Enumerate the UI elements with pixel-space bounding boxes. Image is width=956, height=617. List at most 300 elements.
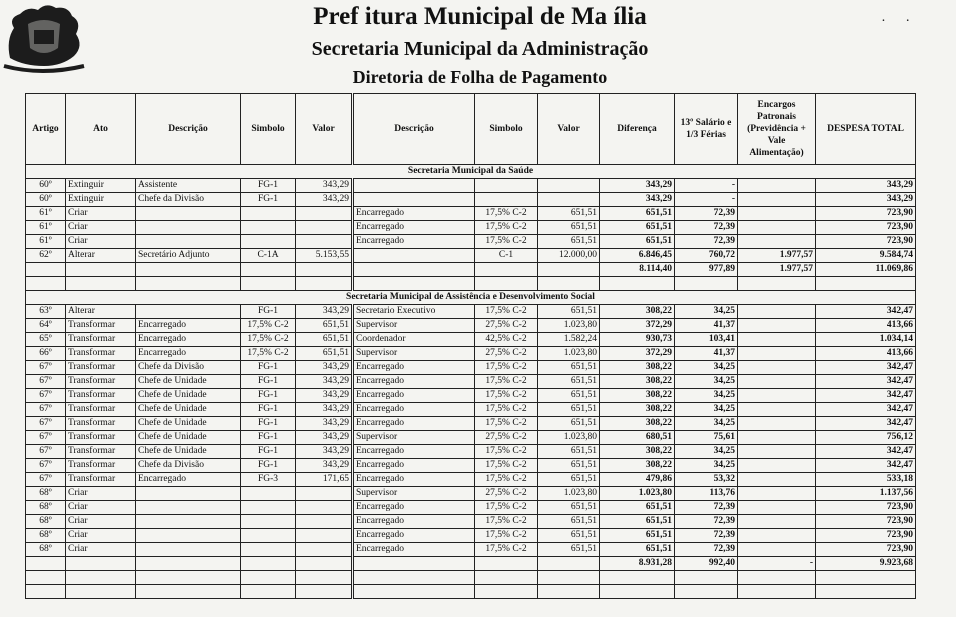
cell-valor-old: 343,29 — [296, 445, 353, 459]
cell-simbolo-new: C-1 — [475, 249, 538, 263]
cell-valor-old: 5.153,55 — [296, 249, 353, 263]
department-title: Diretoria de Folha de Pagamento — [352, 67, 608, 87]
cell-ato: Extinguir — [66, 193, 136, 207]
cell-valor-old: 343,29 — [296, 193, 353, 207]
cell-13-salario: 72,39 — [675, 221, 738, 235]
cell-simbolo-old — [241, 235, 296, 249]
cell-descricao-new: Secretario Executivo — [353, 305, 475, 319]
cell-valor-old: 343,29 — [296, 403, 353, 417]
cell-despesa-total: 1.137,56 — [816, 487, 916, 501]
table-row — [26, 375, 916, 389]
table-row — [26, 389, 916, 403]
empty-cell — [66, 277, 136, 291]
empty-cell — [738, 585, 816, 599]
cell-artigo: 68º — [26, 529, 66, 543]
cell-diferenca: 930,73 — [600, 333, 675, 347]
cell-13-salario: 53,32 — [675, 473, 738, 487]
cell-artigo: 67º — [26, 459, 66, 473]
cell-valor-new — [538, 193, 600, 207]
cell-encargos — [738, 459, 816, 473]
cell-encargos — [738, 403, 816, 417]
cell-simbolo-old: 17,5% C-2 — [241, 333, 296, 347]
table-row — [26, 487, 916, 501]
cell-simbolo-old: FG-3 — [241, 473, 296, 487]
cell-valor-new: 651,51 — [538, 529, 600, 543]
cell-simbolo-new: 17,5% C-2 — [475, 417, 538, 431]
cell-valor-new: 1.023,80 — [538, 431, 600, 445]
empty-cell — [675, 585, 738, 599]
empty-cell — [136, 585, 241, 599]
cell-simbolo-new: 17,5% C-2 — [475, 235, 538, 249]
cell-descricao-old: Chefe de Unidade — [136, 403, 241, 417]
total-empty-cell — [241, 557, 296, 571]
cell-ato: Transformar — [66, 445, 136, 459]
cell-encargos — [738, 515, 816, 529]
cell-simbolo-old: FG-1 — [241, 403, 296, 417]
cell-valor-old: 343,29 — [296, 431, 353, 445]
cell-valor-old: 343,29 — [296, 389, 353, 403]
cell-diferenca: 308,22 — [600, 417, 675, 431]
cell-artigo: 68º — [26, 515, 66, 529]
cell-valor-new: 651,51 — [538, 501, 600, 515]
table-row — [26, 319, 916, 333]
empty-cell — [241, 585, 296, 599]
cell-despesa-total: 342,47 — [816, 403, 916, 417]
cell-descricao-new: Encarregado — [353, 389, 475, 403]
cell-descricao-new: Encarregado — [353, 543, 475, 557]
empty-cell — [816, 571, 916, 585]
empty-cell — [816, 585, 916, 599]
cell-simbolo-old — [241, 221, 296, 235]
cell-descricao-old: Chefe de Unidade — [136, 389, 241, 403]
cell-ato: Criar — [66, 235, 136, 249]
cell-13-salario: 113,76 — [675, 487, 738, 501]
cell-13-salario: 72,39 — [675, 235, 738, 249]
scan-marks-decoration: · · — [881, 14, 918, 29]
cell-descricao-new: Supervisor — [353, 319, 475, 333]
cell-artigo: 67º — [26, 445, 66, 459]
cell-simbolo-old — [241, 501, 296, 515]
cell-simbolo-new: 17,5% C-2 — [475, 501, 538, 515]
cell-descricao-old — [136, 501, 241, 515]
cell-simbolo-old: FG-1 — [241, 375, 296, 389]
cell-simbolo-old: FG-1 — [241, 431, 296, 445]
cell-descricao-new: Encarregado — [353, 235, 475, 249]
cell-encargos — [738, 207, 816, 221]
cell-simbolo-new: 17,5% C-2 — [475, 207, 538, 221]
payroll-table — [25, 93, 916, 599]
cell-artigo: 67º — [26, 375, 66, 389]
empty-cell — [353, 585, 475, 599]
municipal-crest-logo — [2, 0, 86, 74]
cell-descricao-old: Encarregado — [136, 473, 241, 487]
cell-encargos — [738, 361, 816, 375]
cell-simbolo-old — [241, 487, 296, 501]
cell-diferenca: 308,22 — [600, 445, 675, 459]
cell-valor-old: 171,65 — [296, 473, 353, 487]
cell-descricao-new: Encarregado — [353, 501, 475, 515]
cell-descricao-new: Encarregado — [353, 403, 475, 417]
total-diferenca: 8.931,28 — [600, 557, 675, 571]
cell-valor-new: 12.000,00 — [538, 249, 600, 263]
cell-valor-new: 651,51 — [538, 473, 600, 487]
cell-simbolo-old: FG-1 — [241, 179, 296, 193]
empty-cell — [475, 571, 538, 585]
table-row — [26, 193, 916, 207]
cell-valor-new: 651,51 — [538, 417, 600, 431]
cell-valor-new: 651,51 — [538, 445, 600, 459]
total-13-salario: 977,89 — [675, 263, 738, 277]
cell-diferenca: 372,29 — [600, 347, 675, 361]
cell-encargos — [738, 221, 816, 235]
cell-encargos — [738, 305, 816, 319]
cell-valor-old — [296, 221, 353, 235]
col-simbolo-old: Simbolo — [241, 94, 296, 165]
cell-encargos — [738, 333, 816, 347]
cell-descricao-old — [136, 543, 241, 557]
cell-13-salario: 41,37 — [675, 347, 738, 361]
cell-13-salario: 103,41 — [675, 333, 738, 347]
table-row — [26, 445, 916, 459]
cell-ato: Criar — [66, 501, 136, 515]
total-empty-cell — [475, 557, 538, 571]
cell-ato: Transformar — [66, 375, 136, 389]
section-title-row — [26, 165, 916, 179]
cell-diferenca: 651,51 — [600, 501, 675, 515]
cell-diferenca: 308,22 — [600, 403, 675, 417]
cell-encargos — [738, 487, 816, 501]
cell-despesa-total: 1.034,14 — [816, 333, 916, 347]
cell-ato: Transformar — [66, 473, 136, 487]
cell-descricao-new: Encarregado — [353, 459, 475, 473]
cell-13-salario: 72,39 — [675, 543, 738, 557]
cell-valor-old — [296, 515, 353, 529]
cell-valor-new: 651,51 — [538, 459, 600, 473]
total-row — [26, 263, 916, 277]
cell-diferenca: 308,22 — [600, 459, 675, 473]
table-row — [26, 347, 916, 361]
cell-artigo: 60º — [26, 193, 66, 207]
empty-cell — [675, 571, 738, 585]
total-empty-cell — [475, 263, 538, 277]
cell-diferenca: 1.023,80 — [600, 487, 675, 501]
total-empty-cell — [538, 263, 600, 277]
cell-simbolo-old: 17,5% C-2 — [241, 347, 296, 361]
col-encargos: Encargos Patronais (Previdência + Vale Alimentação) — [738, 94, 816, 165]
cell-despesa-total: 723,90 — [816, 543, 916, 557]
cell-diferenca: 308,22 — [600, 361, 675, 375]
cell-artigo: 68º — [26, 543, 66, 557]
cell-despesa-total: 413,66 — [816, 319, 916, 333]
cell-13-salario: 75,61 — [675, 431, 738, 445]
total-empty-cell — [26, 557, 66, 571]
cell-valor-old: 651,51 — [296, 347, 353, 361]
cell-13-salario: 34,25 — [675, 417, 738, 431]
empty-cell — [26, 277, 66, 291]
cell-descricao-old: Encarregado — [136, 333, 241, 347]
cell-diferenca: 308,22 — [600, 389, 675, 403]
cell-simbolo-old — [241, 543, 296, 557]
cell-descricao-new: Supervisor — [353, 431, 475, 445]
cell-simbolo-old: FG-1 — [241, 459, 296, 473]
empty-cell — [26, 585, 66, 599]
cell-despesa-total: 413,66 — [816, 347, 916, 361]
page-title: Pref itura Municipal de Ma ília — [313, 3, 647, 30]
table-row — [26, 361, 916, 375]
empty-cell — [600, 585, 675, 599]
cell-simbolo-old — [241, 515, 296, 529]
total-despesa-total: 9.923,68 — [816, 557, 916, 571]
cell-simbolo-new: 17,5% C-2 — [475, 403, 538, 417]
cell-valor-old — [296, 235, 353, 249]
cell-ato: Transformar — [66, 319, 136, 333]
empty-cell — [296, 571, 353, 585]
total-empty-cell — [66, 557, 136, 571]
cell-descricao-new: Supervisor — [353, 347, 475, 361]
cell-valor-new: 651,51 — [538, 515, 600, 529]
total-empty-cell — [296, 263, 353, 277]
cell-13-salario: 34,25 — [675, 459, 738, 473]
cell-descricao-old: Chefe de Unidade — [136, 445, 241, 459]
cell-ato: Transformar — [66, 417, 136, 431]
empty-cell — [353, 571, 475, 585]
cell-valor-new: 1.023,80 — [538, 319, 600, 333]
empty-cell — [538, 277, 600, 291]
cell-encargos — [738, 473, 816, 487]
cell-ato: Transformar — [66, 333, 136, 347]
cell-valor-new: 1.582,24 — [538, 333, 600, 347]
cell-descricao-new: Encarregado — [353, 361, 475, 375]
section-title: Secretaria Municipal da Saúde — [26, 165, 916, 179]
cell-simbolo-new: 17,5% C-2 — [475, 221, 538, 235]
cell-descricao-old — [136, 207, 241, 221]
cell-artigo: 66º — [26, 347, 66, 361]
empty-cell — [738, 571, 816, 585]
cell-valor-new: 651,51 — [538, 361, 600, 375]
cell-descricao-new: Encarregado — [353, 207, 475, 221]
cell-descricao-old — [136, 515, 241, 529]
cell-valor-old — [296, 529, 353, 543]
table-row — [26, 305, 916, 319]
cell-diferenca: 651,51 — [600, 529, 675, 543]
cell-13-salario: 72,39 — [675, 501, 738, 515]
cell-despesa-total: 723,90 — [816, 235, 916, 249]
total-encargos: - — [738, 557, 816, 571]
cell-encargos — [738, 319, 816, 333]
cell-encargos — [738, 417, 816, 431]
cell-valor-new: 1.023,80 — [538, 487, 600, 501]
cell-simbolo-new: 17,5% C-2 — [475, 445, 538, 459]
cell-encargos — [738, 375, 816, 389]
cell-encargos — [738, 347, 816, 361]
total-empty-cell — [241, 263, 296, 277]
cell-despesa-total: 342,47 — [816, 375, 916, 389]
empty-cell — [353, 277, 475, 291]
cell-descricao-new: Encarregado — [353, 473, 475, 487]
cell-13-salario: 34,25 — [675, 389, 738, 403]
cell-valor-new: 651,51 — [538, 375, 600, 389]
cell-encargos — [738, 431, 816, 445]
table-row — [26, 179, 916, 193]
cell-valor-new: 651,51 — [538, 221, 600, 235]
cell-simbolo-new: 27,5% C-2 — [475, 347, 538, 361]
empty-cell — [66, 585, 136, 599]
cell-ato: Transformar — [66, 459, 136, 473]
cell-diferenca: 651,51 — [600, 235, 675, 249]
cell-encargos — [738, 193, 816, 207]
cell-ato: Alterar — [66, 305, 136, 319]
cell-despesa-total: 342,47 — [816, 361, 916, 375]
cell-descricao-old — [136, 221, 241, 235]
table-row — [26, 221, 916, 235]
cell-descricao-old: Assistente — [136, 179, 241, 193]
table-row — [26, 235, 916, 249]
empty-cell — [600, 571, 675, 585]
cell-diferenca: 651,51 — [600, 207, 675, 221]
total-empty-cell — [66, 263, 136, 277]
cell-valor-new: 651,51 — [538, 207, 600, 221]
total-empty-cell — [136, 557, 241, 571]
cell-despesa-total: 342,47 — [816, 445, 916, 459]
cell-13-salario: 34,25 — [675, 305, 738, 319]
cell-diferenca: 308,22 — [600, 305, 675, 319]
cell-encargos — [738, 235, 816, 249]
cell-simbolo-old: FG-1 — [241, 389, 296, 403]
cell-despesa-total: 9.584,74 — [816, 249, 916, 263]
cell-diferenca: 6.846,45 — [600, 249, 675, 263]
cell-encargos — [738, 543, 816, 557]
cell-valor-new: 651,51 — [538, 389, 600, 403]
cell-artigo: 60º — [26, 179, 66, 193]
cell-ato: Criar — [66, 515, 136, 529]
cell-ato: Extinguir — [66, 179, 136, 193]
cell-encargos — [738, 389, 816, 403]
cell-descricao-new — [353, 249, 475, 263]
cell-simbolo-old: FG-1 — [241, 361, 296, 375]
col-artigo: Artigo — [26, 94, 66, 165]
empty-cell — [675, 277, 738, 291]
section-title-row — [26, 291, 916, 305]
empty-cell — [136, 277, 241, 291]
col-simbolo-new: Simbolo — [475, 94, 538, 165]
cell-artigo: 61º — [26, 235, 66, 249]
table-row — [26, 473, 916, 487]
cell-artigo: 67º — [26, 473, 66, 487]
cell-diferenca: 651,51 — [600, 221, 675, 235]
cell-valor-new — [538, 179, 600, 193]
table-row — [26, 431, 916, 445]
cell-13-salario: - — [675, 193, 738, 207]
cell-descricao-new: Supervisor — [353, 487, 475, 501]
cell-valor-new: 651,51 — [538, 543, 600, 557]
cell-simbolo-old — [241, 529, 296, 543]
cell-despesa-total: 756,12 — [816, 431, 916, 445]
cell-valor-new: 651,51 — [538, 305, 600, 319]
cell-despesa-total: 343,29 — [816, 179, 916, 193]
cell-valor-old — [296, 487, 353, 501]
cell-descricao-old: Encarregado — [136, 319, 241, 333]
cell-ato: Transformar — [66, 389, 136, 403]
col-valor-old: Valor — [296, 94, 353, 165]
cell-despesa-total: 342,47 — [816, 459, 916, 473]
page-subtitle: Secretaria Municipal da Administração — [311, 38, 649, 60]
cell-artigo: 68º — [26, 487, 66, 501]
cell-valor-old: 651,51 — [296, 319, 353, 333]
cell-valor-old: 651,51 — [296, 333, 353, 347]
empty-cell — [738, 277, 816, 291]
cell-ato: Criar — [66, 543, 136, 557]
empty-cell — [296, 277, 353, 291]
table-row — [26, 543, 916, 557]
cell-descricao-old: Chefe da Divisão — [136, 193, 241, 207]
cell-simbolo-old: FG-1 — [241, 305, 296, 319]
cell-descricao-old: Chefe de Unidade — [136, 431, 241, 445]
cell-descricao-old: Encarregado — [136, 347, 241, 361]
empty-cell — [241, 277, 296, 291]
cell-artigo: 61º — [26, 207, 66, 221]
empty-cell — [26, 571, 66, 585]
cell-simbolo-old: 17,5% C-2 — [241, 319, 296, 333]
cell-simbolo-new: 27,5% C-2 — [475, 431, 538, 445]
section-title: Secretaria Municipal de Assistência e Desenvolvimento Social — [26, 291, 916, 305]
cell-diferenca: 651,51 — [600, 543, 675, 557]
cell-simbolo-new: 17,5% C-2 — [475, 529, 538, 543]
total-empty-cell — [136, 263, 241, 277]
table-row — [26, 333, 916, 347]
col-descricao-new: Descrição — [353, 94, 475, 165]
cell-artigo: 65º — [26, 333, 66, 347]
cell-descricao-new — [353, 179, 475, 193]
table-row — [26, 515, 916, 529]
cell-diferenca: 372,29 — [600, 319, 675, 333]
cell-simbolo-new: 42,5% C-2 — [475, 333, 538, 347]
cell-ato: Transformar — [66, 431, 136, 445]
cell-13-salario: 34,25 — [675, 445, 738, 459]
total-empty-cell — [26, 263, 66, 277]
total-empty-cell — [353, 263, 475, 277]
empty-cell — [538, 585, 600, 599]
empty-cell — [475, 585, 538, 599]
cell-simbolo-new: 17,5% C-2 — [475, 361, 538, 375]
cell-artigo: 67º — [26, 417, 66, 431]
cell-encargos — [738, 179, 816, 193]
total-diferenca: 8.114,40 — [600, 263, 675, 277]
cell-simbolo-old: FG-1 — [241, 445, 296, 459]
cell-encargos — [738, 529, 816, 543]
cell-simbolo-new: 17,5% C-2 — [475, 473, 538, 487]
cell-descricao-old: Chefe de Unidade — [136, 417, 241, 431]
empty-cell — [241, 571, 296, 585]
cell-simbolo-old: FG-1 — [241, 193, 296, 207]
cell-despesa-total: 723,90 — [816, 207, 916, 221]
cell-valor-old: 343,29 — [296, 179, 353, 193]
cell-artigo: 62º — [26, 249, 66, 263]
cell-valor-new: 651,51 — [538, 235, 600, 249]
cell-simbolo-old — [241, 207, 296, 221]
cell-descricao-new: Encarregado — [353, 417, 475, 431]
cell-valor-new: 651,51 — [538, 403, 600, 417]
cell-descricao-new: Encarregado — [353, 375, 475, 389]
cell-diferenca: 343,29 — [600, 179, 675, 193]
cell-simbolo-new: 17,5% C-2 — [475, 305, 538, 319]
table-row — [26, 249, 916, 263]
empty-cell — [816, 277, 916, 291]
cell-ato: Criar — [66, 221, 136, 235]
cell-artigo: 63º — [26, 305, 66, 319]
col-13-salario: 13º Salário e 1/3 Férias — [675, 94, 738, 165]
cell-descricao-new: Encarregado — [353, 445, 475, 459]
cell-descricao-old: Secretário Adjunto — [136, 249, 241, 263]
